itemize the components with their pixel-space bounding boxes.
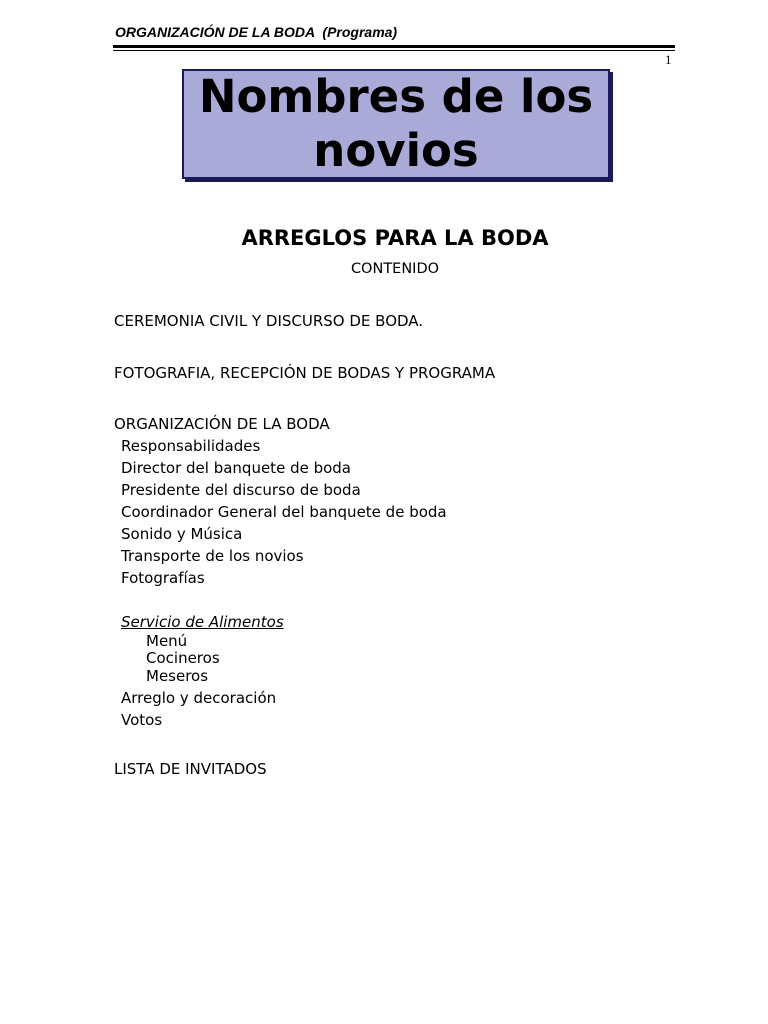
toc-lista-invitados: LISTA DE INVITADOS xyxy=(114,760,267,778)
toc-item-presidente: Presidente del discurso de boda xyxy=(121,481,361,499)
toc-item-transporte: Transporte de los novios xyxy=(121,547,304,565)
toc-item-votos: Votos xyxy=(121,711,163,729)
toc-item-responsabilidades: Responsabilidades xyxy=(121,437,261,455)
toc-subitem-meseros: Meseros xyxy=(146,667,209,685)
couple-names-title: Nombres de los novios xyxy=(198,70,594,177)
toc-subitem-menu: Menú xyxy=(146,632,188,650)
contents-subheading: CONTENIDO xyxy=(350,261,440,277)
toc-item-sonido: Sonido y Música xyxy=(121,525,243,543)
couple-names-title-box xyxy=(182,69,610,179)
toc-item-director: Director del banquete de boda xyxy=(121,459,351,477)
toc-servicio-alimentos: Servicio de Alimentos xyxy=(121,613,284,631)
toc-item-arreglo: Arreglo y decoración xyxy=(121,689,277,707)
toc-subitem-cocineros: Cocineros xyxy=(146,649,220,667)
toc-item-coordinador: Coordinador General del banquete de boda xyxy=(121,503,447,521)
header-rule-thick xyxy=(113,45,675,48)
header-rule-thin xyxy=(113,50,675,51)
toc-item-fotografias: Fotografías xyxy=(121,569,205,587)
header-title: ORGANIZACIÓN DE LA BODA (Programa) xyxy=(115,24,398,40)
section-heading: ARREGLOS PARA LA BODA xyxy=(241,226,549,250)
toc-fotografia: FOTOGRAFIA, RECEPCIÓN DE BODAS Y PROGRAMA xyxy=(114,364,496,382)
toc-organizacion: ORGANIZACIÓN DE LA BODA xyxy=(114,415,330,433)
page-number: 1 xyxy=(665,52,672,67)
toc-ceremonia: CEREMONIA CIVIL Y DISCURSO DE BODA. xyxy=(114,312,424,330)
